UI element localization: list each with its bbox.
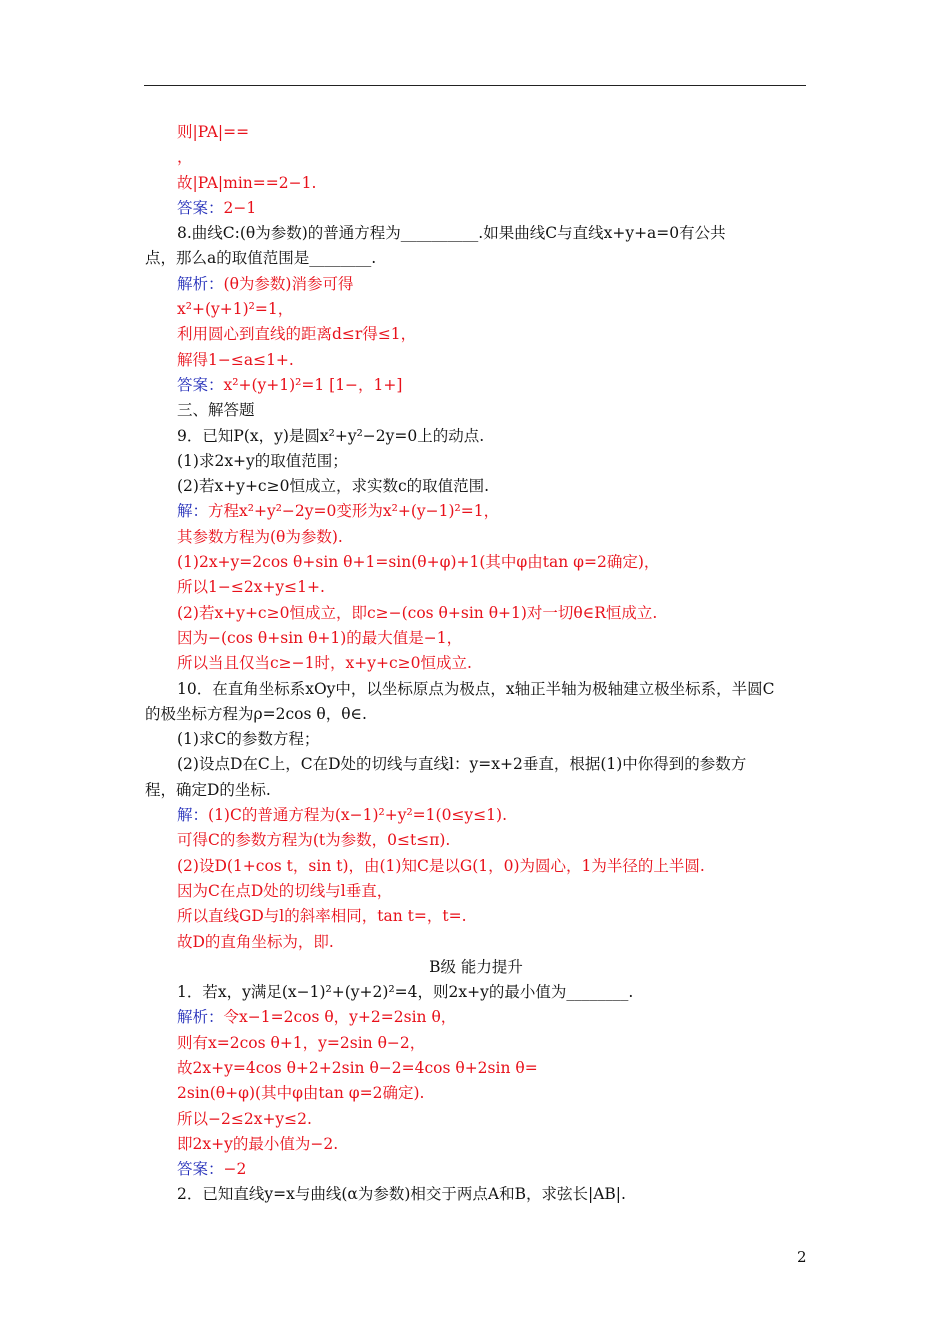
- text-line: 8.曲线C:(θ为参数)的普通方程为__________.如果曲线C与直线x+y+a=0有公共: [177, 224, 726, 243]
- text-line: 其参数方程为(θ为参数).: [177, 527, 343, 546]
- text-line: 所以1−≤2x+y≤1+.: [177, 578, 325, 597]
- text-line: (2)若x+y+c≥0恒成立，求实数c的取值范围.: [177, 477, 490, 496]
- text-line: [145, 1157, 807, 1182]
- text-line: 10．在直角坐标系xOy中，以坐标原点为极点，x轴正半轴为极轴建立极坐标系，半圆C: [177, 679, 775, 698]
- text-line: [145, 272, 807, 297]
- text-line: 程，确定D的坐标.: [145, 780, 271, 799]
- text-line: 故2x+y=4cos θ+2+2sin θ−2=4cos θ+2sin θ=: [177, 1058, 538, 1077]
- text-line: [145, 1005, 807, 1030]
- text-line: (1)2x+y=2cos θ+sin θ+1=sin(θ+φ)+1(其中φ由tan φ=2确定)，: [177, 553, 660, 572]
- text-line: (2)若x+y+c≥0恒成立，即c≥−(cos θ+sin θ+1)对一切θ∈R恒成立.: [177, 603, 658, 622]
- text-span: 解析：: [177, 274, 224, 293]
- text-line: 所以−2≤2x+y≤2.: [177, 1109, 312, 1128]
- text-line: 即2x+y的最小值为−2.: [177, 1134, 339, 1153]
- text-line: x²+(y+1)²=1，: [177, 300, 294, 319]
- text-span: x²+(y+1)²=1 [1−，1+]: [223, 375, 403, 394]
- text-line: 所以直线GD与l的斜率相同，tan t=，t=.: [177, 907, 467, 926]
- text-span: 答案：: [177, 375, 224, 394]
- text-span: 答案：: [177, 198, 224, 217]
- text-line: 故|PA|min==2−1.: [177, 173, 317, 192]
- text-line: ，: [177, 148, 193, 167]
- document-body: [145, 120, 807, 1208]
- text-line: (2)设点D在C上，C在D处的切线与直线l：y=x+2垂直，根据(1)中你得到的参数方: [177, 755, 747, 774]
- text-line: 2．已知直线y=x与曲线(α为参数)相交于两点A和B，求弦长|AB|.: [177, 1185, 626, 1204]
- text-line: [145, 373, 807, 398]
- header-rule: [144, 85, 806, 86]
- text-line: (2)设D(1+cos t，sin t)，由(1)知C是以G(1，0)为圆心，1为半径的上半圆.: [177, 856, 705, 875]
- text-span: (θ为参数)消参可得: [223, 274, 354, 293]
- text-line: 三、解答题: [177, 401, 255, 420]
- text-line: 点，那么a的取值范围是________.: [145, 249, 377, 268]
- text-span: 解：: [177, 502, 209, 521]
- text-line: [145, 196, 807, 221]
- text-line: 可得C的参数方程为(t为参数，0≤t≤π).: [177, 831, 451, 850]
- text-span: 2−1: [223, 198, 257, 217]
- text-span: 方程x²+y²−2y=0变形为x²+(y−1)²=1，: [208, 502, 500, 521]
- text-span: 令x−1=2cos θ，y+2=2sin θ，: [223, 1008, 457, 1027]
- text-line: [145, 499, 807, 524]
- text-line: (1)求2x+y的取值范围；: [177, 451, 348, 470]
- text-span: 答案：: [177, 1160, 224, 1179]
- text-line: 所以当且仅当c≥−1时，x+y+c≥0恒成立.: [177, 654, 472, 673]
- text-line: 利用圆心到直线的距离d≤r得≤1，: [177, 325, 417, 344]
- text-line: 1．若x，y满足(x−1)²+(y+2)²=4，则2x+y的最小值为________.: [177, 983, 634, 1002]
- text-line: 则有x=2cos θ+1，y=2sin θ−2，: [177, 1033, 426, 1052]
- text-line: 故D的直角坐标为，即.: [177, 932, 334, 951]
- text-line: B级 能力提升: [429, 957, 523, 976]
- page-number: 2: [797, 1248, 807, 1266]
- text-line: 9．已知P(x，y)是圆x²+y²−2y=0上的动点.: [177, 426, 485, 445]
- text-line: 因为C在点D处的切线与l垂直，: [177, 881, 393, 900]
- text-line: [145, 803, 807, 828]
- text-line: 则|PA|==: [177, 123, 250, 141]
- text-line: (1)求C的参数方程；: [177, 730, 320, 749]
- text-span: 解析：: [177, 1008, 224, 1027]
- text-span: (1)C的普通方程为(x−1)²+y²=1(0≤y≤1).: [208, 806, 508, 825]
- text-line: 因为−(cos θ+sin θ+1)的最大值是−1，: [177, 628, 463, 647]
- text-span: −2: [223, 1160, 247, 1179]
- text-line: 的极坐标方程为ρ=2cos θ，θ∈.: [145, 704, 367, 723]
- text-span: 解：: [177, 806, 209, 825]
- text-line: 2sin(θ+φ)(其中φ由tan φ=2确定).: [177, 1084, 425, 1103]
- text-line: 解得1−≤a≤1+.: [177, 350, 294, 369]
